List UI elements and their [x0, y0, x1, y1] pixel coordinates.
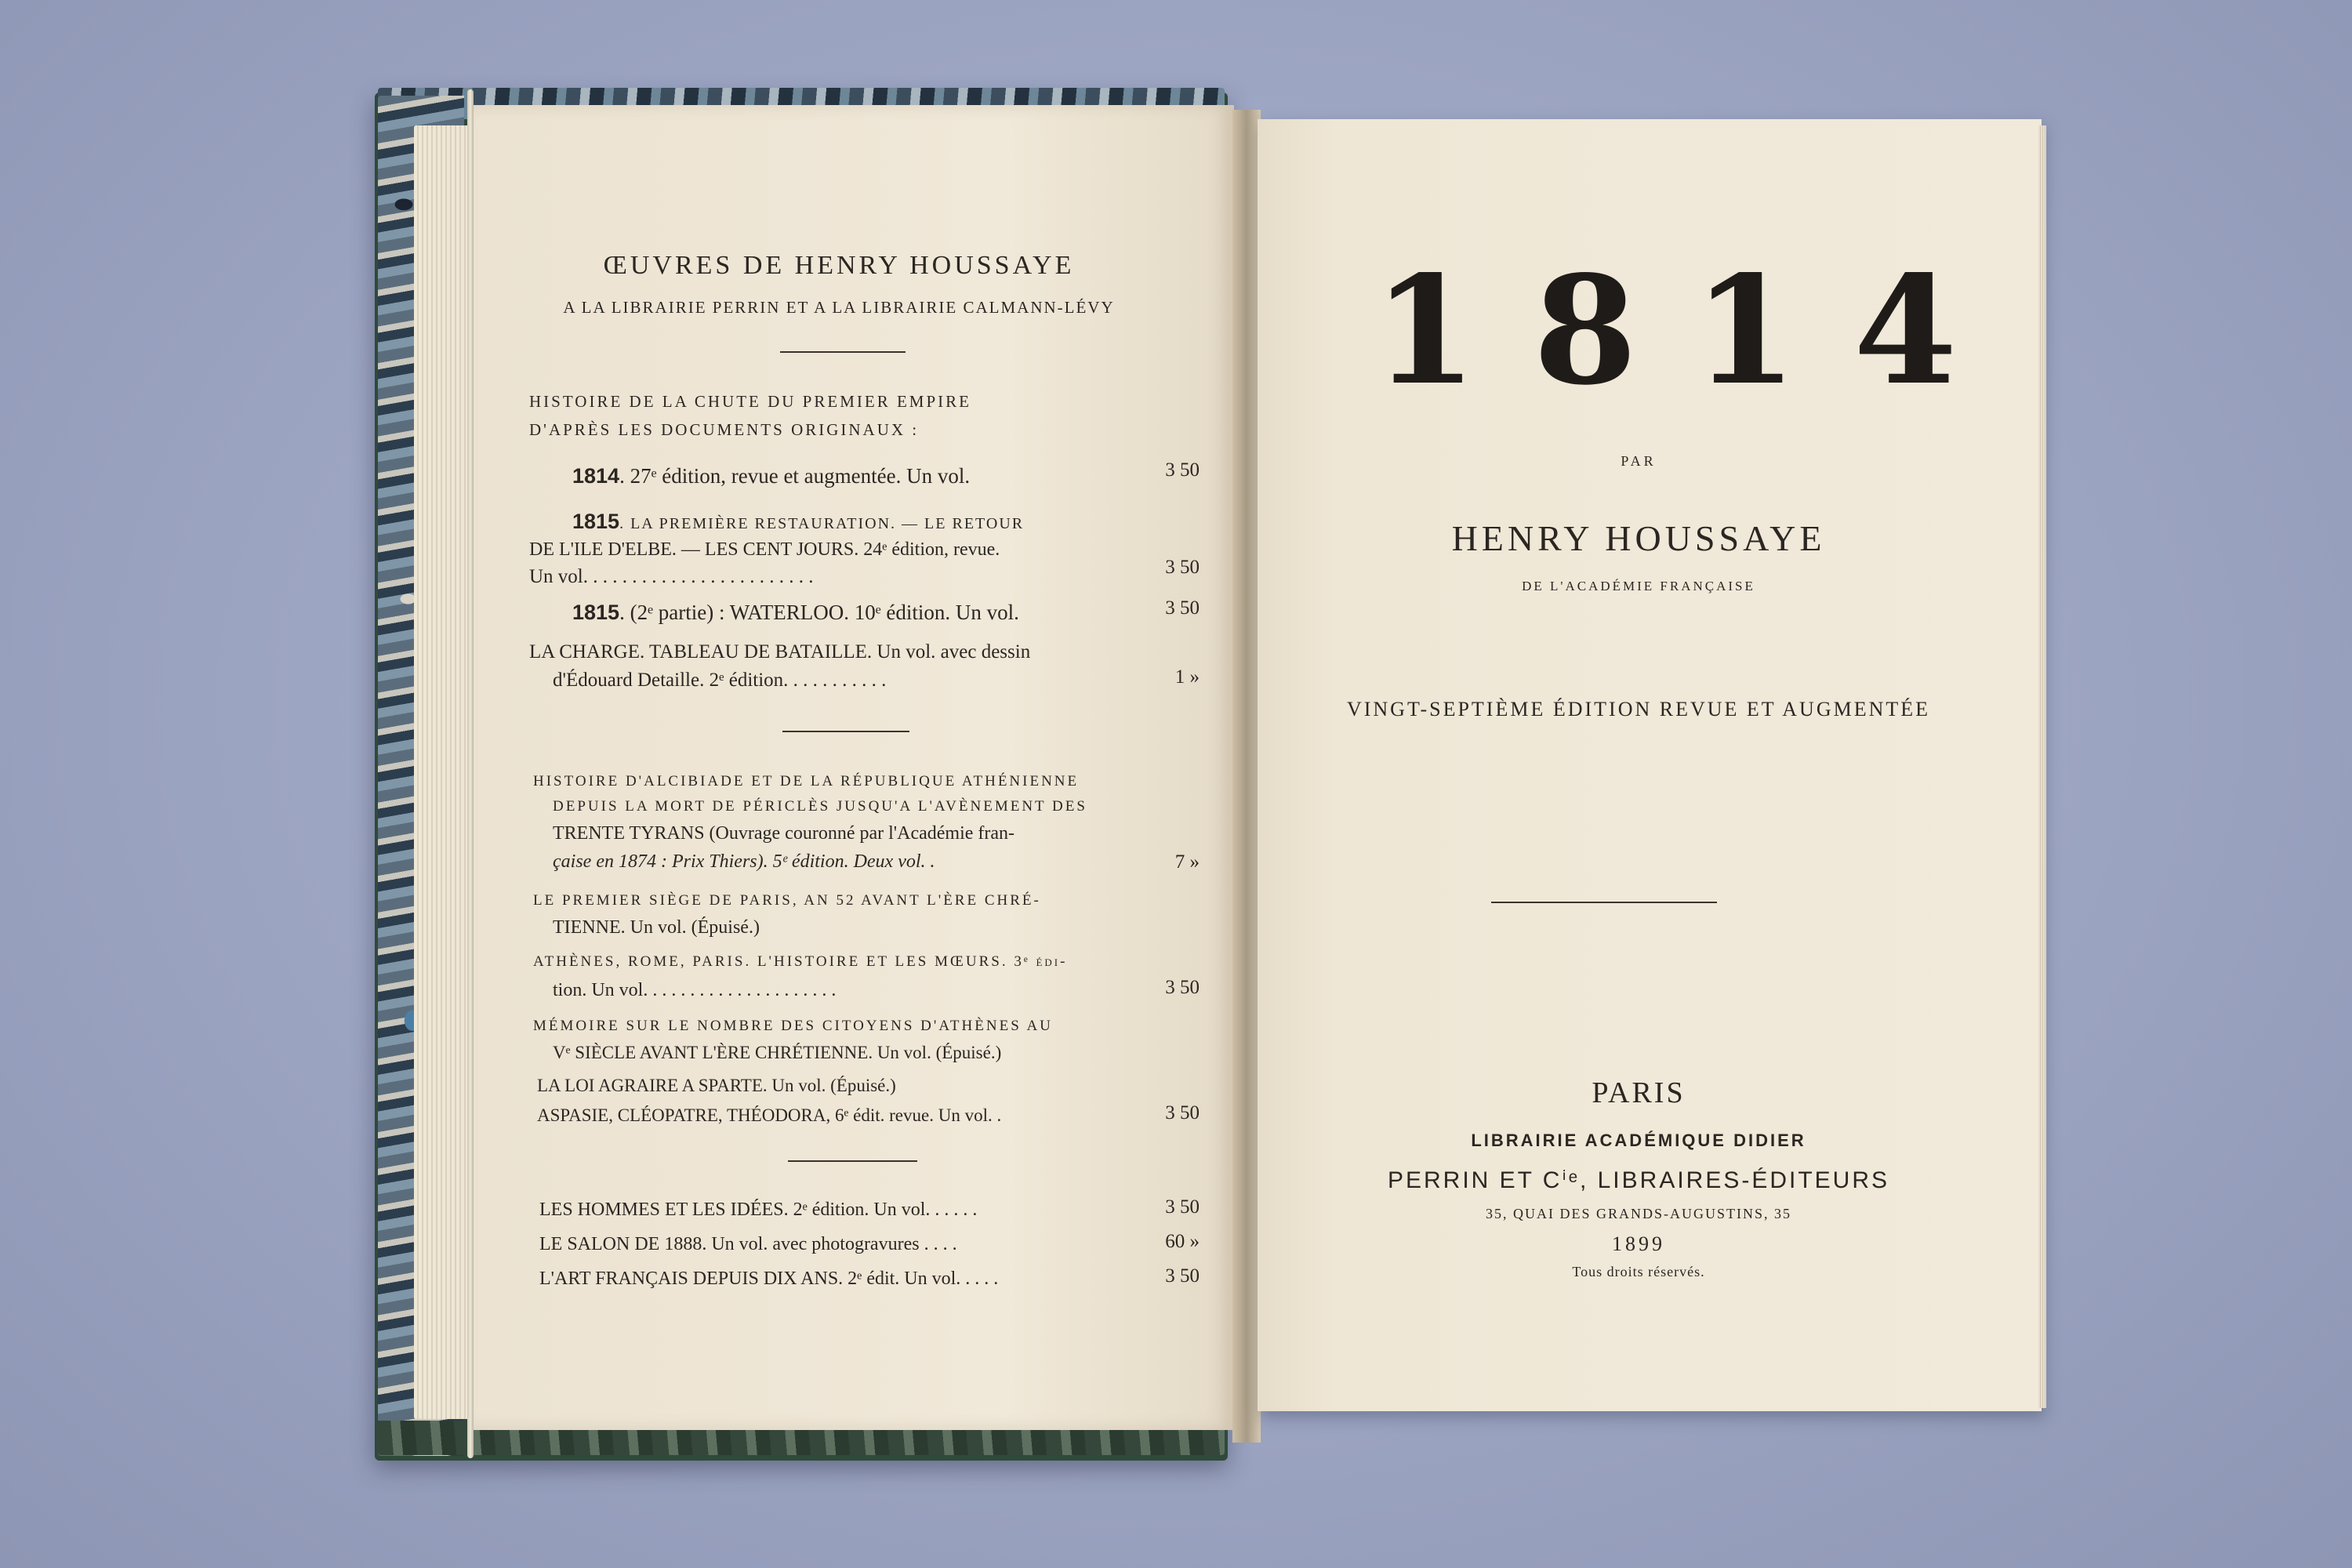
item-text-line: tion. Un vol. . . . . . . . . . . . . . . . . . . . . [553, 980, 837, 1000]
book-title: 1814 [1373, 243, 2014, 418]
item-text-line: LES HOMMES ET LES IDÉES. 2ᵉ édition. Un vol. . . . . . [539, 1200, 978, 1220]
item-price: 3 50 [1165, 1102, 1200, 1123]
item-text: . 27ᵉ édition, revue et augmentée. Un vol. [619, 464, 971, 488]
item-text-line: MÉMOIRE SUR LE NOMBRE DES CITOYENS D'ATHÈNES AU [533, 1018, 1053, 1034]
item-text-line: LA CHARGE. TABLEAU DE BATAILLE. Un vol. avec dessin [529, 641, 1031, 662]
item-text-line: ATHÈNES, ROME, PARIS. L'HISTOIRE ET LES MŒURS. 3ᵉ édi- [533, 953, 1068, 970]
item-text-line: L'ART FRANÇAIS DEPUIS DIX ANS. 2ᵉ édit. Un vol. . . . . [539, 1269, 999, 1289]
item-text-line: çaise en 1874 : Prix Thiers). 5ᵉ édition. Deux vol. . [553, 851, 935, 872]
item-year: 1815 [572, 601, 620, 624]
item-price: 3 50 [1165, 1265, 1200, 1287]
edition-label: VINGT-SEPTIÈME ÉDITION REVUE ET AUGMENTÉE [1346, 698, 1931, 720]
item-text-line: LE PREMIER SIÈGE DE PARIS, AN 52 AVANT L'ÈRE CHRÉ- [533, 892, 1041, 909]
item-price: 1 » [1174, 666, 1200, 688]
item-price: 3 50 [1165, 597, 1200, 619]
item-text-line: ASPASIE, CLÉOPATRE, THÉODORA, 6ᵉ édit. revue. Un vol. . [537, 1105, 1002, 1125]
section1-heading-line2: D'APRÈS LES DOCUMENTS ORIGINAUX : [529, 420, 920, 439]
list-item [572, 510, 1145, 534]
city-label: PARIS [1592, 1076, 1686, 1109]
section1-heading-line1: HISTOIRE DE LA CHUTE DU PREMIER EMPIRE [529, 392, 971, 411]
item-text-line: DEPUIS LA MORT DE PÉRICLÈS JUSQU'A L'AVÈNEMENT DES [553, 798, 1087, 815]
divider [788, 1160, 917, 1162]
item-text-line: Un vol. . . . . . . . . . . . . . . . . . . . . . . . [529, 566, 814, 587]
author-name: HENRY HOUSSAYE [1451, 518, 1826, 558]
item-price: 3 50 [1165, 459, 1200, 481]
item-text-line: LE SALON DE 1888. Un vol. avec photogravures . . . . [539, 1234, 957, 1254]
publisher-address: 35, QUAI DES GRANDS-AUGUSTINS, 35 [1485, 1206, 1791, 1221]
publisher-label: LIBRAIRIE ACADÉMIQUE DIDIER [1471, 1131, 1806, 1150]
divider [1491, 902, 1717, 903]
item-price: 3 50 [1165, 557, 1200, 578]
item-price: 7 » [1174, 851, 1200, 873]
publisher-name: PERRIN ET Cⁱᵉ, LIBRAIRES-ÉDITEURS [1387, 1167, 1890, 1193]
item-year: 1814 [572, 464, 620, 488]
left-page-title: ŒUVRES DE HENRY HOUSSAYE [603, 251, 1075, 280]
item-text: . LA PREMIÈRE RESTAURATION. — LE RETOUR [619, 515, 1025, 532]
item-text-line: d'Édouard Detaille. 2ᵉ édition. . . . . . . . . . . [553, 670, 887, 691]
left-page-subtitle: A LA LIBRAIRIE PERRIN ET A LA LIBRAIRIE CALMANN-LÉVY [563, 298, 1115, 317]
item-year: 1815 [572, 510, 620, 533]
par-label: PAR [1621, 453, 1657, 469]
academy-label: DE L'ACADÉMIE FRANÇAISE [1522, 579, 1755, 593]
divider [782, 731, 909, 732]
item-text-line: Vᵉ SIÈCLE AVANT L'ÈRE CHRÉTIENNE. Un vol. (Épuisé.) [553, 1043, 1002, 1062]
item-text-line: DE L'ILE D'ELBE. — LES CENT JOURS. 24ᵉ édition, revue. [529, 539, 1000, 560]
publication-year: 1899 [1612, 1232, 1665, 1255]
right-page-edges [2038, 125, 2046, 1408]
item-text-line: TIENNE. Un vol. (Épuisé.) [553, 917, 760, 938]
item-price: 3 50 [1165, 1196, 1200, 1218]
item-text-line: HISTOIRE D'ALCIBIADE ET DE LA RÉPUBLIQUE ATHÉNIENNE [533, 773, 1080, 789]
item-price: 3 50 [1165, 977, 1200, 998]
rights-notice: Tous droits réservés. [1572, 1264, 1705, 1279]
elastic-band [467, 89, 474, 1458]
item-text: . (2ᵉ partie) : WATERLOO. 10ᵉ édition. Un vol. [619, 601, 1019, 624]
item-price: 60 » [1165, 1231, 1200, 1252]
item-text-line: LA LOI AGRAIRE A SPARTE. Un vol. (Épuisé.) [537, 1076, 896, 1095]
divider [780, 351, 906, 353]
item-text-line: TRENTE TYRANS (Ouvrage couronné par l'Académie fran- [553, 823, 1015, 844]
